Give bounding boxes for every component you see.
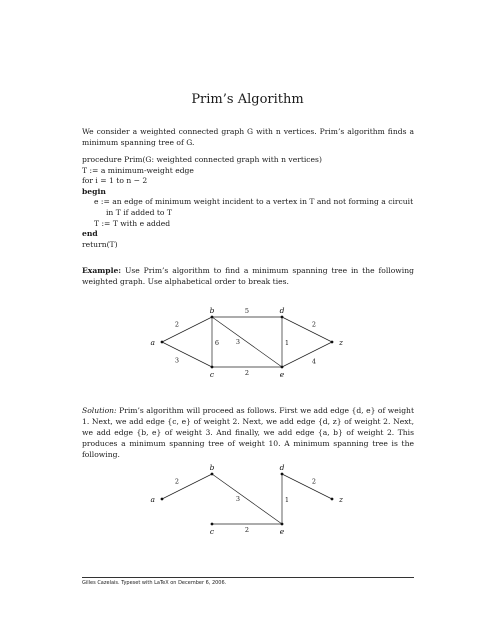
tree-vertex-c — [211, 523, 214, 526]
graph-edge-be — [212, 317, 282, 367]
tree-vertex-label-z: z — [339, 495, 343, 504]
tree-vertex-z — [331, 498, 334, 501]
graph-weight-de: 1 — [284, 339, 290, 347]
graph-edge-ez — [282, 342, 332, 367]
algo-line-procedure: procedure Prim(G: weighted connected graph with n vertices) — [82, 155, 322, 164]
tree-edge-ab — [162, 474, 212, 499]
tree-weight-dz: 2 — [311, 477, 317, 486]
algo-line-begin: begin — [82, 186, 106, 196]
graph-weight-bd: 5 — [244, 307, 250, 315]
graph-weight-ez: 4 — [311, 357, 317, 366]
algo-line-return: return(T) — [82, 239, 118, 249]
graph-vertex-b — [211, 316, 214, 319]
graph-vertex-label-a: a — [150, 338, 155, 347]
weighted-graph — [150, 305, 350, 380]
example-label: Example: — [82, 266, 122, 275]
tree-vertex-d — [281, 473, 284, 476]
tree-vertex-b — [211, 473, 214, 476]
solution-text: Prim’s algorithm will proceed as follows. First we add edge {d, e} of weight 1. Next, we add edge {c, e} of weight 2. Next, we add edge {d, z} of weight 2. Next, we add edge {b, e} of weight 3. And finally, we add edge {a, b} of weight 2. This produces a minimum spanning tree of weight 10. A minimum spanning tree is the following. — [82, 406, 414, 459]
footer-rule — [82, 577, 414, 578]
graph-weight-be: 3 — [235, 338, 241, 346]
algo-line-for: for i = 1 to n − 2 — [82, 176, 148, 186]
algo-line-end: end — [82, 229, 98, 239]
graph-edge-dz — [282, 317, 332, 342]
graph-weight-ab: 2 — [174, 320, 180, 329]
algo-line-select-edge-cont: in T if added to T — [106, 207, 172, 217]
graph-edge-ab — [162, 317, 212, 342]
graph-vertex-d — [281, 316, 284, 319]
tree-edge-be — [212, 474, 282, 524]
graph-vertex-label-c: c — [209, 370, 215, 379]
tree-vertex-label-e: e — [279, 527, 285, 536]
graph-weight-ce: 2 — [244, 369, 250, 377]
graph-vertex-e — [281, 366, 284, 369]
tree-weight-de: 1 — [284, 496, 290, 504]
tree-vertex-label-a: a — [150, 495, 155, 504]
graph-vertex-label-e: e — [279, 370, 285, 379]
tree-vertex-label-d: d — [279, 463, 285, 472]
tree-vertex-e — [281, 523, 284, 526]
graph-vertex-c — [211, 366, 214, 369]
algo-line-add-edge: T := T with e added — [94, 218, 171, 228]
footer-text: Gilles Cazelais. Typeset with LaTeX on December 6, 2006. — [82, 580, 227, 586]
example-paragraph — [82, 265, 414, 287]
tree-weight-ce: 2 — [244, 526, 250, 534]
algo-line-select-edge: e := an edge of minimum weight incident to a vertex in T and not forming a circuit — [94, 197, 414, 207]
solution-paragraph — [82, 405, 414, 460]
tree-edge-dz — [282, 474, 332, 499]
graph-edge-ac — [162, 342, 212, 367]
graph-vertex-a — [161, 341, 164, 344]
graph-vertex-label-b: b — [209, 306, 215, 315]
example-text: Use Prim’s algorithm to find a minimum spanning tree in the following weighted graph. Use alphabetical order to break ties. — [82, 266, 414, 286]
tree-weight-ab: 2 — [174, 477, 180, 486]
solution-label: Solution: — [82, 406, 117, 415]
graph-vertex-label-d: d — [279, 306, 285, 315]
algorithm-block — [82, 155, 422, 250]
graph-vertex-label-z: z — [339, 338, 343, 347]
algo-line-init: T := a minimum-weight edge — [82, 165, 194, 175]
graph-weight-ac: 3 — [174, 356, 180, 365]
graph-weight-dz: 2 — [311, 320, 317, 329]
spanning-tree-graph — [150, 462, 350, 537]
tree-vertex-label-c: c — [209, 527, 215, 536]
tree-weight-be: 3 — [235, 495, 241, 503]
graph-vertex-z — [331, 341, 334, 344]
tree-vertex-label-b: b — [209, 463, 215, 472]
tree-vertex-a — [161, 498, 164, 501]
graph-weight-bc: 6 — [214, 339, 220, 347]
page-title: Prim’s Algorithm — [191, 92, 304, 107]
intro-paragraph: We consider a weighted connected graph G with n vertices. Prim’s algorithm finds a minimum spanning tree of G. — [82, 127, 414, 147]
